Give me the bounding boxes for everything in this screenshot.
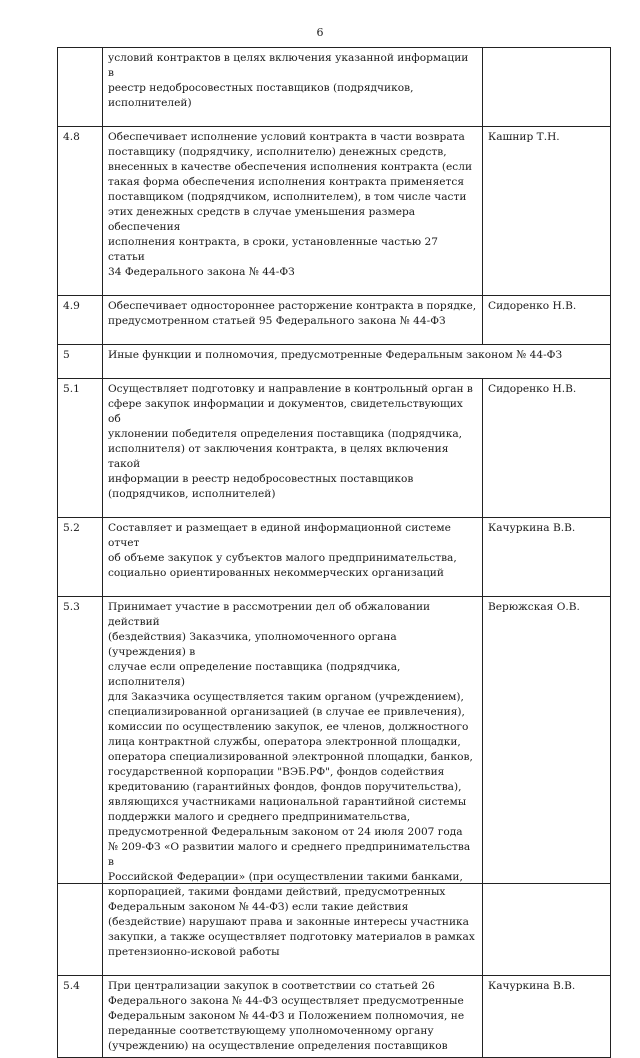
row-number: 5.4 — [58, 976, 103, 1058]
section-number: 5 — [58, 345, 103, 379]
function-text: Принимает участие в рассмотрении дел об обжаловании действий (бездействия) Заказчика, уполномоченного органа (учреждения) в случае если определение поставщика (подрядчика, исполнителя) для Заказчика осуществляется таким органом (учреждением), специализированной организацией (в случае ее привлечения), комиссии по осуществлению закупок, ее членов, должностного лица контрактной службы, оператора электронной площадки, оператора специализированной электронной площадки, банков, государственной корпорации "ВЭБ.РФ", фондов содействия кредитованию (гарантийных фондов, фондов поручительства), являющихся участниками национальной гарантийной системы поддержки малого и среднего предпринимательства, предусмотренной Федеральным законом от 24 июля 2007 года № 209-ФЗ «О развитии малого и среднего предпринимательства в Российской Федерации» (при осуществлении такими банками, корпорацией, такими фондами действий, предусмотренных Федеральным законом № 44-ФЗ) если такие действия (бездействие) нарушают права и законные интересы участника закупки, а также осуществляет подготовку материалов в рамках претензионно-исковой работы — [103, 597, 483, 976]
table-row — [58, 379, 611, 518]
function-text: При централизации закупок в соответствии со статьей 26 Федерального закона № 44-ФЗ осуществляет предусмотренные Федеральным законом № 44-ФЗ и Положением полномочия, не переданные соответствующему уполномоченному органу (учреждению) на осуществление определения поставщиков — [103, 976, 483, 1058]
responsible-person: Качуркина В.В. — [483, 518, 611, 597]
table-row — [58, 518, 611, 597]
row-number: 4.9 — [58, 296, 103, 345]
function-text: Осуществляет подготовку и направление в контрольный орган в сфере закупок информации и документов, свидетельствующих об уклонении победителя определения поставщика (подрядчика, исполнителя) от заключения контракта, в целях включения такой информации в реестр недобросовестных поставщиков (подрядчиков, исполнителей) — [103, 379, 483, 518]
function-text: Обеспечивает одностороннее расторжение контракта в порядке, предусмотренном статьей 95 Федерального закона № 44-ФЗ — [103, 296, 483, 345]
responsible-person: Кашнир Т.Н. — [483, 127, 611, 296]
function-text: Обеспечивает исполнение условий контракта в части возврата поставщику (подрядчику, исполнителю) денежных средств, внесенных в качестве обеспечения исполнения контракта (если такая форма обеспечения исполнения контракта применяется поставщиком (подрядчиком, исполнителем), в том числе части этих денежных средств в случае уменьшения размера обеспечения исполнения контракта, в сроки, установленные частью 27 статьи 34 Федерального закона № 44-ФЗ — [103, 127, 483, 296]
function-text: условий контрактов в целях включения указанной информации в реестр недобросовестных поставщиков (подрядчиков, исполнителей) — [103, 48, 483, 127]
responsible-person: Верюжская О.В. — [483, 597, 611, 976]
table-row — [58, 296, 611, 345]
responsible-person — [483, 48, 611, 127]
row-number: 5.1 — [58, 379, 103, 518]
responsible-person: Качуркина В.В. — [483, 976, 611, 1058]
responsibilities-table — [57, 47, 611, 1058]
row-number: 4.8 — [58, 127, 103, 296]
table-row — [58, 127, 611, 296]
responsible-person: Сидоренко Н.В. — [483, 379, 611, 518]
responsible-person: Сидоренко Н.В. — [483, 296, 611, 345]
row-number: 5.2 — [58, 518, 103, 597]
table-row — [58, 597, 611, 976]
row-number — [58, 48, 103, 127]
page-bottom-rule — [57, 883, 610, 884]
row-number: 5.3 — [58, 597, 103, 976]
table-row — [58, 48, 611, 127]
function-text: Составляет и размещает в единой информационной системе отчет об объеме закупок у субъектов малого предпринимательства, социально ориентированных некоммерческих организаций — [103, 518, 483, 597]
table-row — [58, 976, 611, 1058]
section-title: Иные функции и полномочия, предусмотренные Федеральным законом № 44-ФЗ — [103, 345, 611, 379]
page-number: 6 — [316, 26, 324, 39]
section-header-row — [58, 345, 611, 379]
